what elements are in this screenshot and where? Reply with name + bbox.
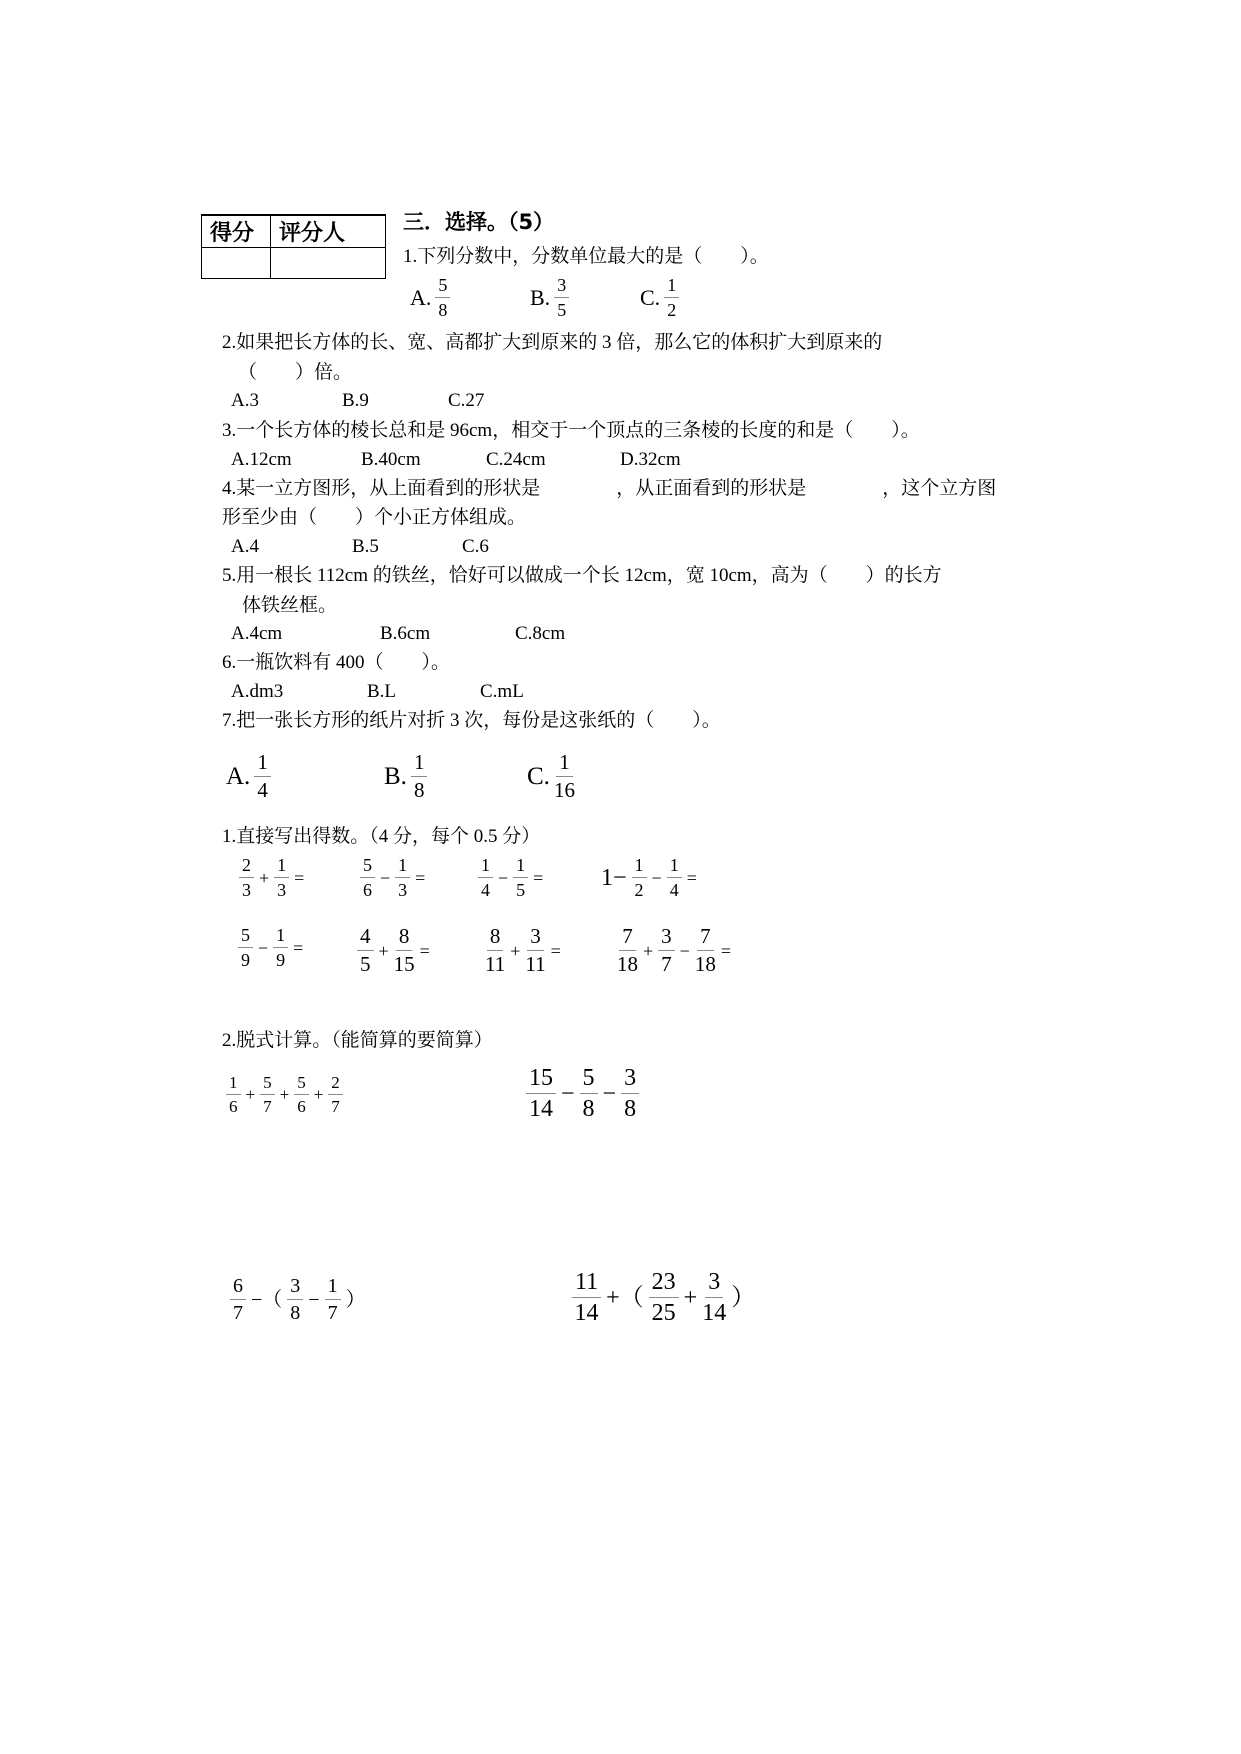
- numerator: 5: [294, 1074, 309, 1095]
- denominator: 25: [651, 1300, 676, 1326]
- fraction: [226, 1074, 241, 1115]
- operator: +: [510, 940, 521, 961]
- denominator: 8: [290, 1302, 301, 1324]
- denominator: 5: [516, 880, 526, 900]
- option-label: C.: [640, 284, 661, 310]
- denominator: 18: [694, 952, 716, 976]
- denominator: 6: [363, 880, 372, 900]
- operator: ）: [731, 1284, 756, 1311]
- fraction: [580, 1066, 598, 1121]
- denominator: 2: [634, 880, 644, 900]
- question-1: 1.下列分数中，分数单位最大的是（ ）。: [403, 246, 769, 267]
- denominator: 14: [529, 1096, 553, 1122]
- operator: −: [651, 867, 662, 888]
- fraction: [360, 856, 375, 899]
- numerator: 3: [527, 926, 544, 951]
- operator: −: [258, 937, 269, 958]
- operator: +: [245, 1085, 256, 1104]
- fraction: [649, 1270, 679, 1325]
- q6-option: C.mL: [480, 681, 524, 702]
- choice-option: [640, 276, 681, 319]
- fraction: [658, 926, 675, 975]
- denominator: 4: [669, 880, 679, 900]
- q5-option: A.4cm: [231, 623, 283, 644]
- numerator: 2: [239, 856, 254, 878]
- score-table: [201, 214, 386, 279]
- math-expression: [483, 926, 564, 975]
- fraction: [632, 856, 647, 899]
- numerator: 1: [664, 276, 679, 298]
- grader-cell: [271, 248, 386, 279]
- numerator: 4: [357, 926, 374, 951]
- denominator: 7: [233, 1302, 243, 1324]
- fraction: [621, 1066, 639, 1121]
- q6-option: B.L: [367, 681, 397, 702]
- fraction: [411, 752, 428, 801]
- fraction: [554, 276, 569, 319]
- numerator: 6: [230, 1276, 246, 1300]
- option-label: A.: [410, 284, 432, 310]
- q5-option: B.6cm: [380, 623, 431, 644]
- operator: ）: [345, 1288, 366, 1311]
- q4-option: A.4: [231, 536, 259, 557]
- numerator: 3: [705, 1270, 723, 1298]
- operator: +: [313, 1085, 324, 1104]
- numerator: 7: [697, 926, 714, 951]
- q3-option: C.24cm: [486, 449, 546, 470]
- section-title: 三．选择。（5）: [403, 210, 555, 234]
- score-header: 得分: [202, 215, 271, 248]
- denominator: 3: [398, 880, 408, 900]
- operator: −: [498, 867, 509, 888]
- question-2: 2.如果把长方体的长、宽、高都扩大到原来的 3 倍，那么它的体积扩大到原来的: [222, 332, 883, 353]
- denominator: 15: [393, 952, 415, 976]
- numerator: 1: [226, 1074, 241, 1095]
- question-3: 3.一个长方体的棱长总和是 96cm，相交于一个顶点的三条棱的长度的和是（ ）。: [222, 420, 920, 441]
- fraction: [294, 1074, 309, 1115]
- fraction: [572, 1270, 601, 1325]
- math-expression: [237, 856, 307, 899]
- numerator: 11: [572, 1270, 601, 1298]
- denominator: 9: [241, 950, 250, 970]
- numerator: 1: [556, 752, 573, 777]
- math-expression: [524, 1066, 641, 1121]
- operator: =: [720, 940, 731, 961]
- numerator: 2: [328, 1074, 343, 1095]
- option-label: C.: [527, 763, 550, 790]
- denominator: 18: [617, 952, 638, 976]
- fraction: [260, 1074, 275, 1115]
- fraction: [513, 856, 528, 899]
- fraction: [328, 1074, 343, 1115]
- fraction: [239, 856, 254, 899]
- operator: +: [643, 940, 654, 961]
- denominator: 16: [553, 778, 575, 802]
- fraction: [554, 752, 575, 801]
- fraction: [325, 1276, 341, 1323]
- numerator: 3: [658, 926, 675, 951]
- fraction: [667, 856, 682, 899]
- question-5-cont: 体铁丝框。: [242, 595, 338, 616]
- q2-option: C.27: [448, 390, 485, 411]
- denominator: 9: [276, 950, 286, 970]
- fraction: [394, 926, 415, 975]
- numerator: 1: [411, 752, 428, 777]
- fraction: [435, 276, 450, 319]
- fraction: [525, 926, 545, 975]
- fraction: [695, 926, 716, 975]
- fraction: [287, 1276, 303, 1323]
- numerator: 5: [238, 926, 253, 948]
- choice-option: [410, 276, 452, 319]
- fraction: [478, 856, 493, 899]
- math-expression: [355, 926, 433, 975]
- q6-option: A.dm3: [231, 681, 284, 702]
- grader-header: 评分人: [271, 215, 386, 248]
- fraction: [702, 1270, 726, 1325]
- operator: +（: [606, 1284, 644, 1311]
- fraction: [617, 926, 638, 975]
- denominator: 5: [360, 952, 371, 976]
- numerator: 3: [621, 1066, 639, 1094]
- operator: −: [308, 1288, 320, 1311]
- q5-option: C.8cm: [515, 623, 566, 644]
- choice-option: [527, 752, 577, 801]
- option-label: B.: [384, 763, 407, 790]
- numerator: 8: [487, 926, 504, 951]
- question-4: 4.某一立方图形，从上面看到的形状是 ，从正面看到的形状是 ，这个立方图: [222, 478, 997, 499]
- numerator: 1: [274, 856, 289, 878]
- fraction: [357, 926, 374, 975]
- operator: −: [602, 1080, 617, 1107]
- numerator: 1: [273, 926, 288, 948]
- math-expression: [598, 856, 700, 899]
- denominator: 8: [438, 300, 448, 320]
- fraction: [273, 926, 288, 969]
- numerator: 1: [478, 856, 493, 878]
- denominator: 7: [327, 1302, 338, 1324]
- math-expression: [228, 1276, 369, 1323]
- math-expression: [224, 1074, 345, 1115]
- numerator: 5: [260, 1074, 275, 1095]
- denominator: 11: [525, 952, 546, 976]
- denominator: 3: [242, 880, 251, 900]
- operator: 1−: [601, 864, 627, 891]
- operator: =: [415, 867, 426, 888]
- question-2-cont: （ ）倍。: [238, 362, 353, 383]
- numerator: 3: [287, 1276, 303, 1300]
- fraction: [238, 926, 253, 969]
- numerator: 1: [325, 1276, 341, 1300]
- denominator: 8: [582, 1096, 595, 1122]
- numerator: 23: [649, 1270, 679, 1298]
- denominator: 3: [277, 880, 287, 900]
- numerator: 7: [619, 926, 636, 951]
- denominator: 14: [702, 1300, 727, 1326]
- q4-option: C.6: [462, 536, 489, 557]
- numerator: 1: [632, 856, 647, 878]
- math-expression: [570, 1270, 758, 1325]
- operator: +: [683, 1284, 698, 1311]
- fraction: [230, 1276, 246, 1323]
- choice-option: [530, 276, 571, 319]
- question-4-cont: 形至少由（ ）个小正方体组成。: [222, 507, 527, 528]
- direct-calc-title: 1.直接写出得数。（4 分，每个 0.5 分）: [222, 826, 541, 847]
- stepwise-calc-title: 2.脱式计算。（能简算的要简算）: [222, 1030, 493, 1051]
- denominator: 4: [257, 778, 268, 802]
- fraction: [274, 856, 289, 899]
- numerator: 1: [667, 856, 682, 878]
- denominator: 2: [667, 300, 677, 320]
- operator: =: [293, 937, 304, 958]
- operator: +: [279, 1085, 290, 1104]
- numerator: 5: [580, 1066, 598, 1094]
- math-expression: [236, 926, 306, 969]
- numerator: 1: [254, 752, 271, 777]
- question-7: 7.把一张长方形的纸片对折 3 次，每份是这张纸的（ ）。: [222, 710, 721, 731]
- operator: +: [378, 940, 389, 961]
- operator: −: [561, 1080, 575, 1107]
- denominator: 7: [263, 1097, 272, 1116]
- operator: −: [679, 940, 690, 961]
- q2-option: A.3: [231, 390, 259, 411]
- numerator: 1: [395, 856, 410, 878]
- q3-option: A.12cm: [231, 449, 292, 470]
- operator: +: [259, 867, 270, 888]
- option-label: B.: [530, 284, 551, 310]
- choice-option: [384, 752, 429, 801]
- denominator: 11: [485, 952, 506, 976]
- denominator: 7: [331, 1097, 340, 1116]
- denominator: 6: [229, 1097, 238, 1116]
- operator: −（: [251, 1288, 283, 1311]
- operator: =: [294, 867, 305, 888]
- fraction: [395, 856, 410, 899]
- q3-option: B.40cm: [361, 449, 421, 470]
- numerator: 3: [554, 276, 569, 298]
- option-label: A.: [226, 763, 251, 790]
- q3-option: D.32cm: [620, 449, 681, 470]
- numerator: 5: [360, 856, 375, 878]
- operator: =: [533, 867, 544, 888]
- numerator: 8: [396, 926, 413, 951]
- numerator: 15: [526, 1066, 556, 1094]
- operator: =: [419, 940, 430, 961]
- question-5: 5.用一根长 112cm 的铁丝，恰好可以做成一个长 12cm，宽 10cm，高为（ ）的长方: [222, 565, 942, 586]
- denominator: 4: [481, 880, 490, 900]
- math-expression: [358, 856, 428, 899]
- operator: =: [686, 867, 697, 888]
- choice-option: [226, 752, 273, 801]
- operator: −: [380, 867, 391, 888]
- denominator: 7: [661, 952, 672, 976]
- denominator: 5: [557, 300, 567, 320]
- fraction: [526, 1066, 556, 1121]
- numerator: 5: [435, 276, 450, 298]
- q2-option: B.9: [342, 390, 369, 411]
- math-expression: [476, 856, 546, 899]
- denominator: 14: [574, 1300, 599, 1326]
- denominator: 8: [413, 778, 425, 802]
- fraction: [664, 276, 679, 319]
- denominator: 8: [624, 1096, 637, 1122]
- denominator: 6: [297, 1097, 306, 1116]
- score-cell: [202, 248, 271, 279]
- q4-option: B.5: [352, 536, 379, 557]
- numerator: 1: [513, 856, 528, 878]
- fraction: [485, 926, 505, 975]
- math-expression: [615, 926, 734, 975]
- fraction: [254, 752, 271, 801]
- question-6: 6.一瓶饮料有 400（ ）。: [222, 652, 451, 673]
- operator: =: [550, 940, 561, 961]
